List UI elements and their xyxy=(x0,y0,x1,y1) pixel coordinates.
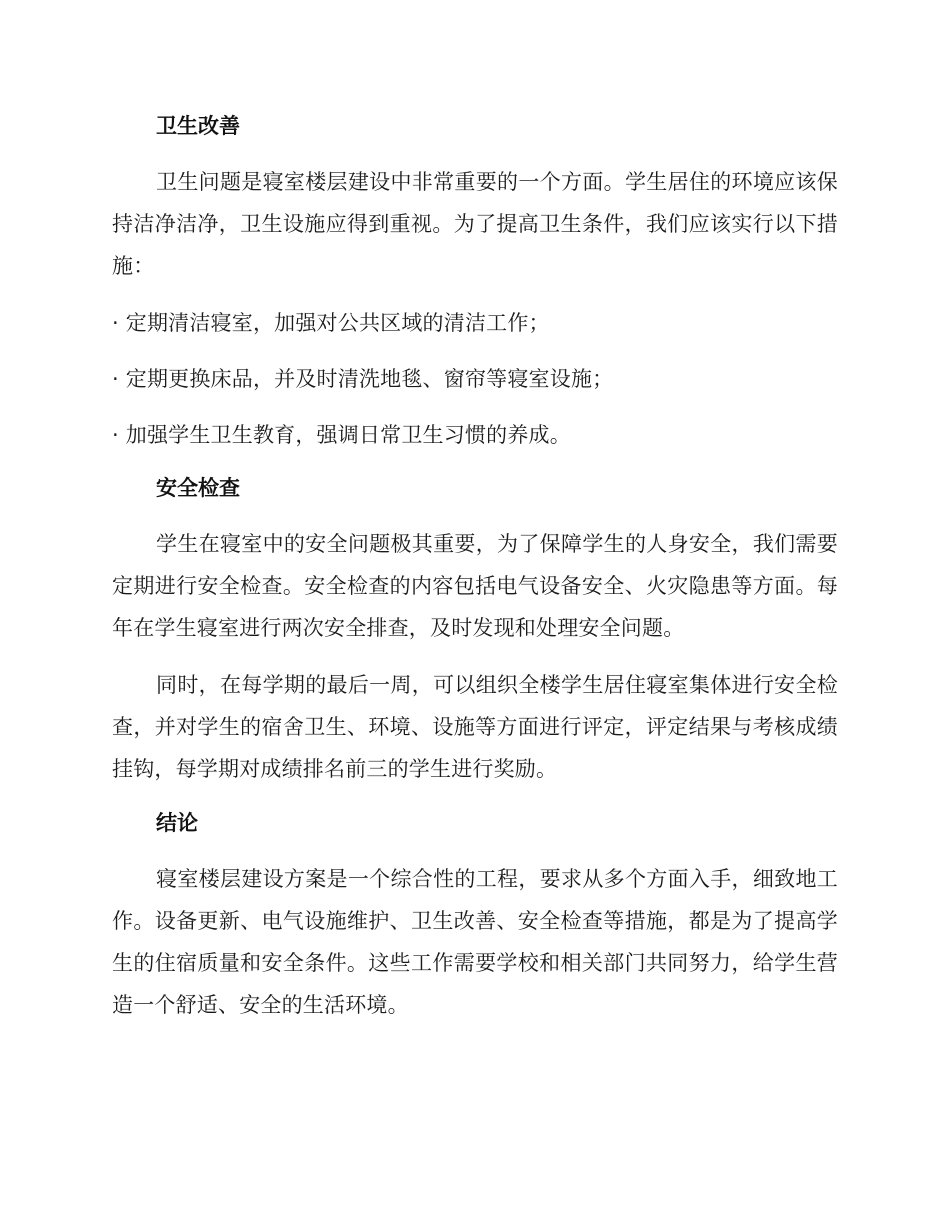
bullet-item: · 定期清洁寝室，加强对公共区域的清洁工作； xyxy=(112,311,550,335)
section-heading: 结论 xyxy=(156,811,198,835)
document-page xyxy=(112,108,838,1041)
section-heading: 卫生改善 xyxy=(156,114,240,138)
paragraph: 同时，在每学期的最后一周，可以组织全楼学生居住寝室集体进行安全检查，并对学生的宿舍卫生、环境、设施等方面进行评定，评定结果与考核成绩挂钩，每学期对成绩排名前三的学生进行奖励。 xyxy=(112,673,838,781)
bullet-item: · 加强学生卫生教育，强调日常卫生习惯的养成。 xyxy=(112,423,571,447)
section-conclusion xyxy=(112,805,838,1026)
paragraph: 寝室楼层建设方案是一个综合性的工程，要求从多个方面入手，细致地工作。设备更新、电气设施维护、卫生改善、安全检查等措施，都是为了提高学生的住宿质量和安全条件。这些工作需要学校和相关部门共同努力，给学生营造一个舒适、安全的生活环境。 xyxy=(112,867,838,1017)
section-safety xyxy=(112,470,838,790)
bullet-item: · 定期更换床品，并及时清洗地毯、窗帘等寝室设施； xyxy=(112,367,614,391)
section-hygiene xyxy=(112,108,838,456)
section-heading: 安全检查 xyxy=(156,476,240,500)
paragraph: 学生在寝室中的安全问题极其重要，为了保障学生的人身安全，我们需要定期进行安全检查。安全检查的内容包括电气设备安全、火灾隐患等方面。每年在学生寝室进行两次安全排查，及时发现和处理安全问题。 xyxy=(112,532,838,640)
paragraph: 卫生问题是寝室楼层建设中非常重要的一个方面。学生居住的环境应该保持洁净洁净，卫生设施应得到重视。为了提高卫生条件，我们应该实行以下措施： xyxy=(112,170,838,278)
